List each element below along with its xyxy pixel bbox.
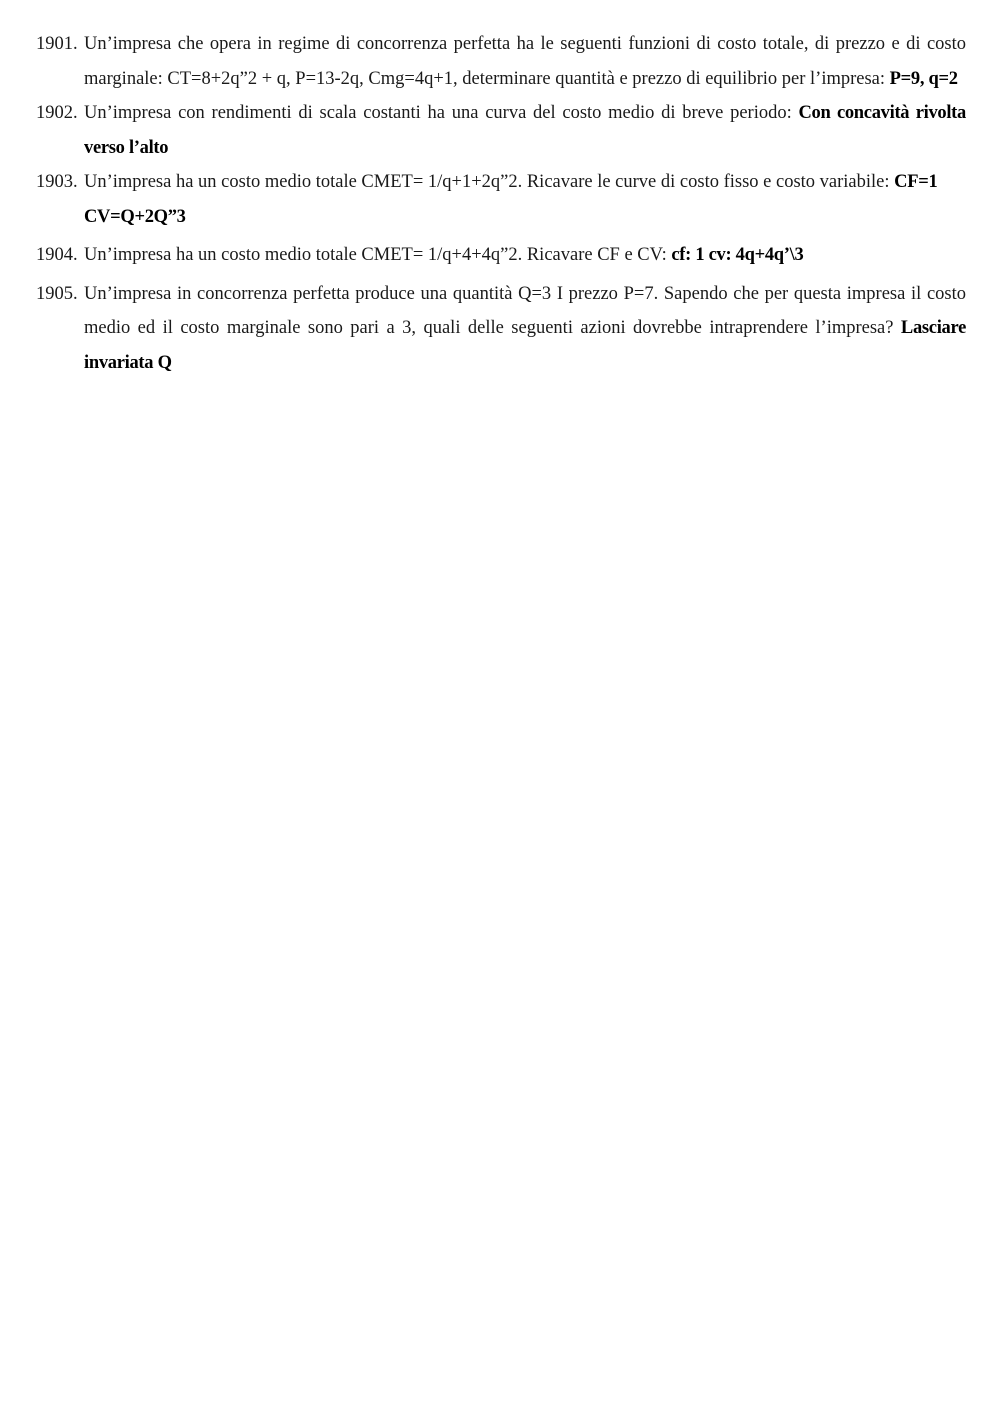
- question-text: Un’impresa in concorrenza perfetta produce una quantità Q=3 I prezzo P=7. Sapendo che per questa impresa il costo medio ed il costo marginale sono pari a 3, quali delle seguenti azioni dovrebbe intraprendere l’impresa?: [84, 283, 966, 338]
- question-text: Un’impresa con rendimenti di scala costanti ha una curva del costo medio di breve periodo:: [84, 103, 799, 123]
- question-number: 1905.: [36, 283, 78, 304]
- question-body: [84, 277, 966, 381]
- question-answer: CF=1 CV=Q+2Q”3: [84, 172, 938, 227]
- question-body: [84, 165, 966, 234]
- question-item-1901: [36, 27, 966, 96]
- question-body: [84, 96, 966, 165]
- question-number: 1903.: [36, 172, 78, 192]
- question-item-1904: [36, 238, 966, 273]
- question-number: 1904.: [36, 245, 78, 265]
- question-number: 1901.: [36, 34, 78, 54]
- question-body: [84, 27, 966, 96]
- question-item-1905: [36, 277, 966, 381]
- question-item-1902: [36, 96, 966, 165]
- question-text: Un’impresa ha un costo medio totale CMET= 1/q+4+4q”2. Ricavare CF e CV:: [84, 245, 672, 265]
- question-list: [36, 27, 966, 380]
- question-item-1903: [36, 165, 966, 234]
- question-text: Un’impresa che opera in regime di concorrenza perfetta ha le seguenti funzioni di costo totale, di prezzo e di costo marginale: CT=8+2q”2 + q, P=13-2q, Cmg=4q+1, determinare quantità e prezzo di equilibrio per l’impresa:: [84, 34, 966, 89]
- question-text: Un’impresa ha un costo medio totale CMET= 1/q+1+2q”2. Ricavare le curve di costo fisso e costo variabile:: [84, 172, 895, 192]
- question-answer: Lasciare invariata Q: [84, 318, 966, 373]
- question-body: [84, 238, 966, 273]
- question-answer: P=9, q=2: [889, 68, 958, 89]
- question-answer: Con concavità rivolta verso l’alto: [84, 103, 966, 158]
- question-answer: cf: 1 cv: 4q+4q’\3: [671, 245, 804, 265]
- question-number: 1902.: [36, 103, 78, 123]
